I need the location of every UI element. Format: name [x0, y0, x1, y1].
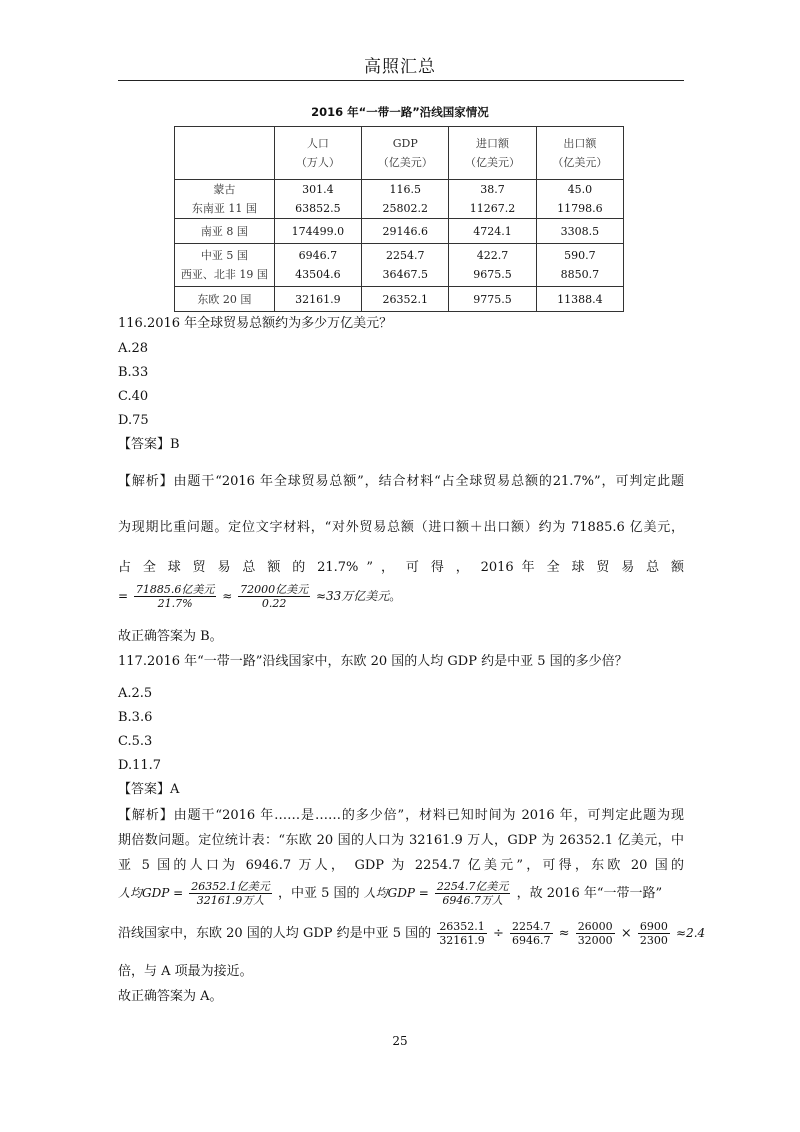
- export-cell: 45.0 11798.6: [536, 180, 623, 219]
- analysis-116-line1: 【解析】由题干“2016 年全球贸易总额”，结合材料“占全球贸易总额的21.7%”，可判定此题: [118, 474, 684, 489]
- table-group-4: [175, 287, 624, 312]
- gdp-cell: 29146.6: [362, 219, 449, 244]
- option-c: C.40: [118, 389, 149, 404]
- table-header-row: [175, 127, 624, 180]
- table-group-3: [175, 244, 624, 287]
- export-cell: 11388.4: [536, 287, 623, 312]
- answer-117: 【答案】A: [118, 782, 180, 797]
- gdp-cell: 2254.7 36467.5: [362, 244, 449, 287]
- export-cell: 3308.5: [536, 219, 623, 244]
- formula-117-line4: 人均GDP = $\frac{\text{26352.1亿美元}}{\text{32161.9万人}}$ ，中亚 5 国的 人均GDP = $\frac{\text{2254.7亿美元}}{\text{6946.7万人}}$ ，故 2016 年“一带一路”: [118, 880, 663, 907]
- question-116: 116.2016 年全球贸易总额约为多少万亿美元？: [118, 316, 393, 331]
- question-117: 117.2016 年“一带一路”沿线国家中，东欧 20 国的人均 GDP 约是中亚 5 国的多少倍？: [118, 654, 628, 669]
- table-group-1: [175, 180, 624, 219]
- answer-116: 【答案】B: [118, 437, 180, 452]
- gdp-cell: 116.5 25802.2: [362, 180, 449, 219]
- import-cell: 4724.1: [449, 219, 536, 244]
- page-number: 25: [392, 1034, 408, 1048]
- export-cell: 590.7 8850.7: [536, 244, 623, 287]
- region-cell: 南亚 8 国: [175, 219, 275, 244]
- option-c: C.5.3: [118, 734, 153, 749]
- population-cell: 6946.7 43504.6: [274, 244, 361, 287]
- import-cell: 38.7 11267.2: [449, 180, 536, 219]
- header-divider: [118, 80, 684, 81]
- option-d: D.75: [118, 413, 149, 428]
- analysis-117-line3: 亚 5 国的人口为 6946.7 万人， GDP 为 2254.7 亿美元”，可得，东欧 20 国的: [118, 858, 684, 873]
- formula-116: = $\frac{\text{71885.6亿美元}}{21.7\%}$ ≈ $\frac{\text{72000亿美元}}{0.22}$ ≈33万亿美元。: [118, 583, 402, 610]
- population-cell: 301.4 63852.5: [274, 180, 361, 219]
- region-cell: 中亚 5 国 西亚、北非 19 国: [175, 244, 275, 287]
- table-title: 2016 年“一带一路”沿线国家情况: [311, 105, 489, 119]
- data-table: [174, 126, 624, 312]
- analysis-117-line2: 期倍数问题。定位统计表：“东欧 20 国的人口为 32161.9 万人，GDP 为 26352.1 亿美元，中: [118, 833, 684, 848]
- header-export: 出口额 （亿美元）: [536, 127, 623, 180]
- population-cell: 32161.9: [274, 287, 361, 312]
- corner-cell: [175, 127, 275, 180]
- import-cell: 9775.5: [449, 287, 536, 312]
- analysis-116-line3: 占 全 球 贸 易 总 额 的 21.7% ” ， 可 得 ， 2016 年 全 球 贸 易 总 额: [118, 560, 684, 575]
- option-a: A.2.5: [118, 686, 153, 701]
- import-cell: 422.7 9675.5: [449, 244, 536, 287]
- formula-117-line5: 沿线国家中，东欧 20 国的人均 GDP 约是中亚 5 国的 $\frac{26352.1}{32161.9}$ ÷ $\frac{2254.7}{6946.7}$ ≈ $\frac{26000}{32000}$ × $\frac{6900}{2300}$ ≈2.4: [118, 920, 706, 947]
- conclusion-117: 故正确答案为 A。: [118, 989, 223, 1004]
- analysis-117-line6: 倍，与 A 项最为接近。: [118, 964, 253, 979]
- option-b: B.33: [118, 365, 149, 380]
- region-cell: 蒙古 东南亚 11 国: [175, 180, 275, 219]
- option-b: B.3.6: [118, 710, 153, 725]
- population-cell: 174499.0: [274, 219, 361, 244]
- region-cell: 东欧 20 国: [175, 287, 275, 312]
- option-d: D.11.7: [118, 758, 162, 773]
- option-a: A.28: [118, 341, 149, 356]
- table-group-2: [175, 219, 624, 244]
- header-import: 进口额 （亿美元）: [449, 127, 536, 180]
- analysis-117-line1: 【解析】由题干“2016 年……是……的多少倍”，材料已知时间为 2016 年，可判定此题为现: [118, 808, 684, 823]
- header-gdp: GDP （亿美元）: [362, 127, 449, 180]
- header-population: 人口 （万人）: [274, 127, 361, 180]
- analysis-116-line2: 为现期比重问题。定位文字材料，“对外贸易总额（进口额＋出口额）约为 71885.6 亿美元，: [118, 520, 684, 535]
- conclusion-116: 故正确答案为 B。: [118, 629, 223, 644]
- page-header-title: 高照汇总: [364, 57, 436, 77]
- gdp-cell: 26352.1: [362, 287, 449, 312]
